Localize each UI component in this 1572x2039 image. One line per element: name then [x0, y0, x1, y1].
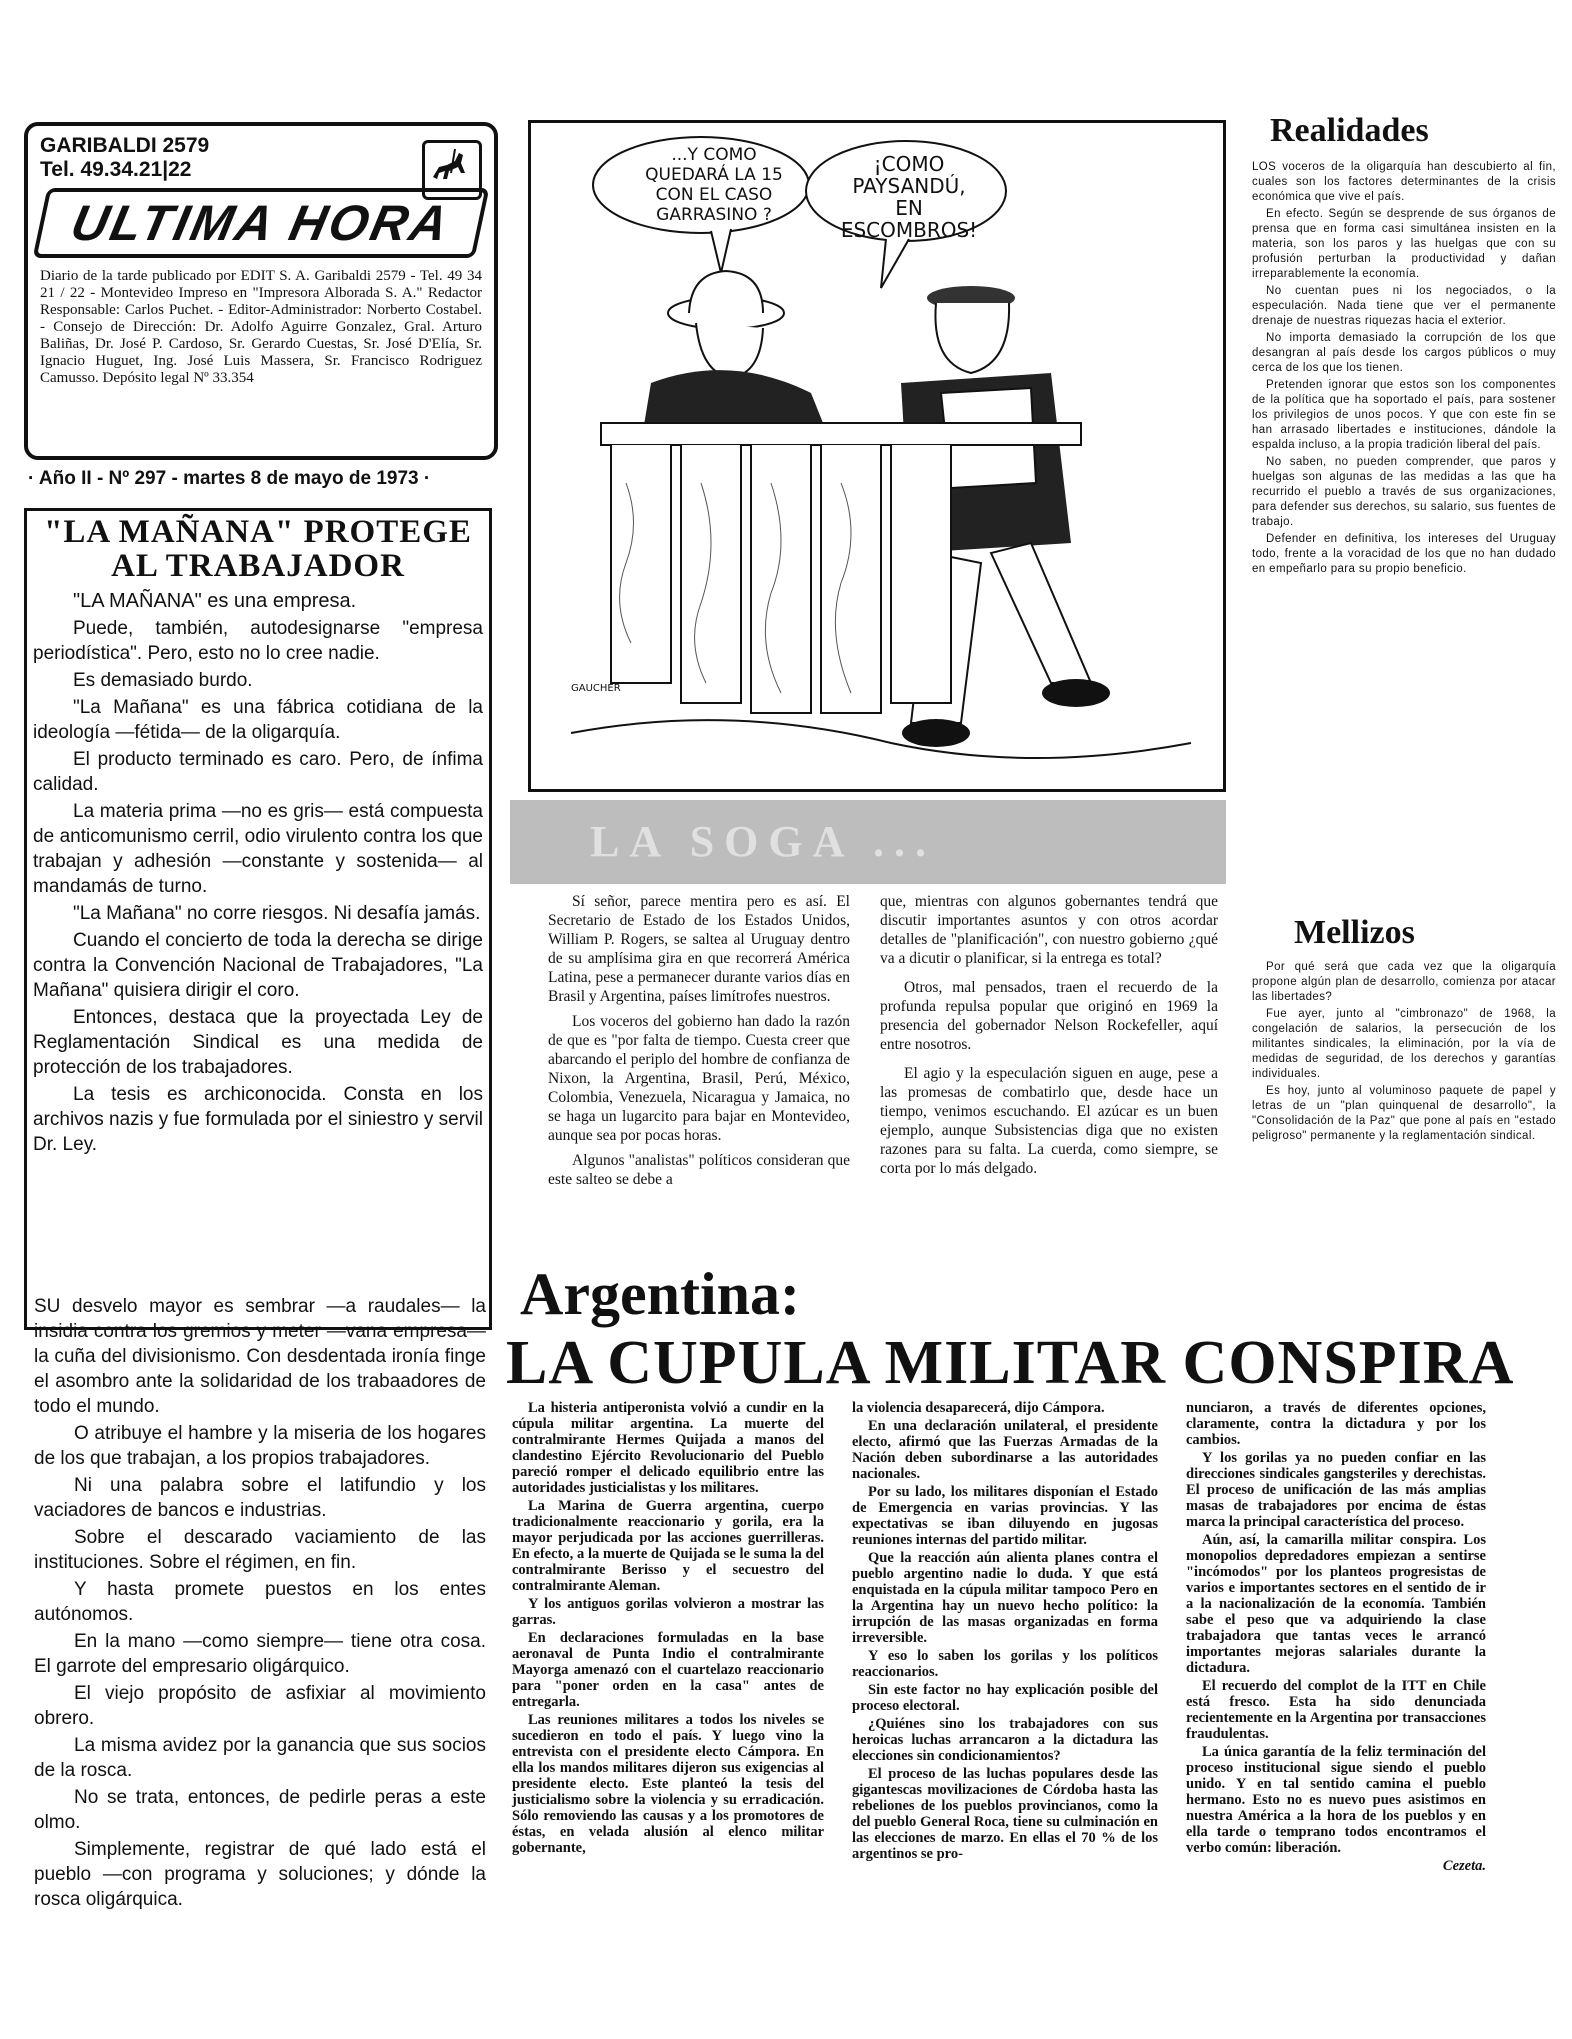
- la-soga-paragraph: Otros, mal pensados, traen el recuerdo de la profunda repulsa popular que originó en 1969 la presencia del gobernador Nelson Rockefeller, aquí entre nosotros.: [880, 979, 1218, 1053]
- la-manana-paragraph: Puede, también, autodesignarse "empresa periodística". Pero, esto no lo cree nadie.: [33, 618, 483, 664]
- la-soga-paragraph: El agio y la especulación siguen en auge, pese a las promesas de combatirlo que, desde hace un tiempo, venimos escuchando. El azúcar es un buen ejemplo, aunque Subsistencias diga que no existen razones para su falta. La cuerda, como siempre, se corta por lo más delgado.: [880, 1065, 1218, 1177]
- la-manana-paragraph: Y hasta promete puestos en los entes autónomos.: [34, 1579, 486, 1625]
- cartoonist-signature: GAUCHER: [571, 683, 621, 694]
- argentina-paragraph: La histeria antiperonista volvió a cundir en la cúpula militar argentina. La muerte del contralmirante Hermes Quijada a manos del clandestino Ejército Revolucionario del Pueblo pareció romper el delicado equilibrio entre las autoridades justicialistas y los militares.: [512, 1400, 824, 1496]
- masthead-box: [24, 122, 498, 460]
- argentina-paragraph: En declaraciones formuladas en la base aeronaval de Punta Indio el contralmirante Mayorga amenazó con el cuartelazo reaccionario para "poner orden en la casa" antes de entregarla.: [512, 1630, 824, 1710]
- political-cartoon: [528, 120, 1226, 792]
- la-soga-paragraph: Los voceros del gobierno han dado la razón de que es "por falta de tiempo. Cuesta creer que abarcando el periplo del hombre de confianza de Nixon, la Argentina, Brasil, Perú, México, Colombia, Venezuela, Nicaragua y Jamaica, no se haga un lugarcito para bajar en Montevideo, aunque sea por pocas horas.: [548, 1013, 850, 1144]
- la-soga-column-1: [548, 892, 850, 1191]
- la-manana-paragraph: El producto terminado es caro. Pero, de ínfima calidad.: [33, 749, 483, 795]
- realidades-paragraph: No cuentan pues ni los negociados, o la especulación. Nada tiene que ver el permanente drenaje de nuestras riquezas hacia el exterior.: [1252, 285, 1556, 327]
- la-soga-header: [510, 800, 1226, 884]
- argentina-paragraph: El recuerdo del complot de la ITT en Chile está fresco. Esta ha sido denunciada recientemente en la Argentina por transacciones fraudulentas.: [1186, 1678, 1486, 1742]
- la-soga-paragraph: Algunos "analistas" políticos consideran que este salteo se debe a: [548, 1152, 850, 1188]
- argentina-paragraph: Las reuniones militares a todos los niveles se sucedieron en todo el país. Y luego vino la entrevista con el presidente electo Cámpora. En ella los mandos militares dijeron sus exigencias al presidente electo. Este planteó la tesis del justicialismo sobre la violencia y su erradicación. Sólo removiendo las causas y a los promotores de éstas, en velada alusión al elenco militar gobernante,: [512, 1712, 824, 1856]
- mellizos-paragraph: Por qué será que cada vez que la oligarquía propone algún plan de desarrollo, comienza por atacar las libertades?: [1252, 961, 1556, 1003]
- la-manana-paragraph: El viejo propósito de asfixiar al movimiento obrero.: [34, 1683, 486, 1729]
- masthead-credits: Diario de la tarde publicado por EDIT S. A. Garibaldi 2579 - Tel. 49 34 21 / 22 - Montevideo Impreso en "Impresora Alborada S. A." Redactor Responsable: Carlos Puchet. - Editor-Administrador: Norberto Costabel. - Consejo de Dirección: Dr. Adolfo Aguirre Gonzalez, Gral. Arturo Baliñas, Dr. José P. Cardoso, Sr. Gerardo Cuestas, Sr. José D'Elía, Sr. Ignacio Huguet, Ing. José Luis Massera, Sr. Francisco Rodriguez Camusso. Depósito legal Nº 33.354: [40, 268, 482, 386]
- realidades-paragraph: Pretenden ignorar que estos son los componentes de la política que ha soportado el país, para sostener los privilegios de unos pocos. Y que con este fin se han arrasado libertades e instituciones, dándole la espalda incluso, a la propia tradición liberal del país.: [1252, 379, 1556, 451]
- la-manana-paragraph: La tesis es archiconocida. Consta en los archivos nazis y fue formulada por el siniestro y servil Dr. Ley.: [33, 1084, 483, 1155]
- masthead-phone: Tel. 49.34.21|22: [40, 158, 192, 181]
- argentina-paragraph: Aún, así, la camarilla militar conspira. Los monopolios depredadores empiezan a sentirse "incómodos" por los planteos progresistas de varios e importantes sectores en el sentido de ir a la nacionalización de la economía. También sabe el peso que va adquiriendo la clase trabajadora que tantas veces le arrancó importantes mejoras salariales durante la dictadura.: [1186, 1532, 1486, 1676]
- la-manana-paragraph: SU desvelo mayor es sembrar —a raudales— la insidia contra los gremios y meter —vana empresa— la cuña del divisionismo. Con desdentada ironía finge el asombro ante la solidaridad de los trabaadores de todo el mundo.: [34, 1296, 486, 1417]
- mellizos-paragraph: Fue ayer, junto al "cimbronazo" de 1968, la congelación de salarios, la persecución de los militantes sindicales, la eliminación, por la vía de medidas de seguridad, de los derechos y garantías individuales.: [1252, 1008, 1556, 1080]
- la-manana-second-part: [34, 1294, 486, 1914]
- la-manana-body: [33, 589, 483, 1157]
- la-manana-article: [24, 508, 492, 1330]
- realidades-paragraph: Defender en definitiva, los intereses del Uruguay todo, frente a la voracidad de los que no han dudado en empeñarlo para su propio beneficio.: [1252, 533, 1556, 575]
- realidades-paragraph: No importa demasiado la corrupción de los que desangran al país desde los cargos públicos o muy cerca de los que los tienen.: [1252, 332, 1556, 374]
- la-manana-paragraph: O atribuye el hambre y la miseria de los hogares de los que trabajan, a los propios trabajadores.: [34, 1423, 486, 1469]
- la-manana-paragraph: "La Mañana" es una fábrica cotidiana de la ideología —fétida— de la oligarquía.: [33, 697, 483, 743]
- realidades-body: [1252, 160, 1556, 579]
- argentina-signature: Cezeta.: [1442, 1858, 1486, 1874]
- la-soga-column-2: [880, 892, 1218, 1180]
- argentina-paragraph: Y eso lo saben los gorilas y los políticos reaccionarios.: [852, 1648, 1158, 1680]
- argentina-paragraph: Y los gorilas ya no pueden confiar en las direcciones sindicales gangsteriles y derechistas. El proceso de unificación de las más amplias masas de trabajadores por encima de éstas marca la principal característica del proceso.: [1186, 1450, 1486, 1530]
- la-manana-paragraph: No se trata, entonces, de pedirle peras a este olmo.: [34, 1787, 486, 1833]
- realidades-title: Realidades: [1270, 112, 1429, 149]
- la-manana-paragraph: En la mano —como siempre— tiene otra cosa. El garrote del empresario oligárquico.: [34, 1631, 486, 1677]
- la-soga-title: LA SOGA ...: [590, 817, 936, 866]
- argentina-column-1: [512, 1400, 824, 1858]
- realidades-paragraph: No saben, no pueden comprender, que paros y huelgas son algunas de las medidas a las que ha recurrido el pueblo a través de sus organizaciones, para defender sus derechos, su salario, sus fuentes de trabajo.: [1252, 456, 1556, 528]
- argentina-paragraph: nunciaron, a través de diferentes opciones, claramente, contra la dictadura y por los cambios.: [1186, 1400, 1486, 1448]
- realidades-paragraph: LOS voceros de la oligarquía han descubierto al fin, cuales son los factores determinantes de la crisis económica que vive el país.: [1252, 161, 1556, 203]
- speech-bubble-right: ¡COMO PAYSANDÚ, EN ESCOMBROS!: [840, 152, 978, 242]
- ultima-hora-logo: ULTIMA HORA: [33, 188, 490, 258]
- la-manana-paragraph: La materia prima —no es gris— está compuesta de anticomunismo cerril, odio virulento contra los que trabajan y adhesión —constante y sostenida— al mandamás de turno.: [33, 801, 483, 897]
- argentina-paragraph: Y los antiguos gorilas volvieron a mostrar las garras.: [512, 1596, 824, 1628]
- argentina-paragraph: ¿Quiénes sino los trabajadores con sus heroicas luchas arrancaron a la dictadura las elecciones sin condicionamientos?: [852, 1716, 1158, 1764]
- la-manana-paragraph: Cuando el concierto de toda la derecha se dirige contra la Convención Nacional de Trabajadores, "La Mañana" quisiera dirigir el coro.: [33, 930, 483, 1001]
- la-manana-paragraph: Sobre el descarado vaciamiento de las instituciones. Sobre el régimen, en fin.: [34, 1527, 486, 1573]
- la-manana-title: "LA MAÑANA" PROTEGE AL TRABAJADOR: [44, 514, 472, 584]
- argentina-paragraph: El proceso de las luchas populares desde las gigantescas movilizaciones de Córdoba hasta las rebeliones de los pueblos provincianos, como la del pueblo General Roca, tiene su culminación en las elecciones de marzo. En ellas el 70 % de los argentinos se pro-: [852, 1766, 1158, 1862]
- argentina-paragraph: la violencia desaparecerá, dijo Cámpora.: [852, 1400, 1105, 1416]
- argentina-headline: LA CUPULA MILITAR CONSPIRA: [506, 1329, 1515, 1397]
- argentina-column-2: [852, 1400, 1158, 1864]
- realidades-paragraph: En efecto. Según se desprende de sus órganos de prensa que en forma casi simultánea insisten en la materia, son los paros y las huelgas que con su profusión perturban la productividad y dañan irreparablemente la economía.: [1252, 208, 1556, 280]
- argentina-kicker: Argentina:: [520, 1261, 800, 1327]
- la-manana-paragraph: "LA MAÑANA" es una empresa.: [73, 590, 357, 612]
- argentina-paragraph: Por su lado, los militares disponían el Estado de Emergencia en varias provincias. Y las expectativas se iban diluyendo en jugosas reuniones internas del partido militar.: [852, 1484, 1158, 1548]
- la-manana-paragraph: Entonces, destaca que la proyectada Ley de Reglamentación Sindical es una medida de protección de los trabajadores.: [33, 1007, 483, 1078]
- la-manana-paragraph: Ni una palabra sobre el latifundio y los vaciadores de bancos e industrias.: [34, 1475, 486, 1521]
- masthead-address: GARIBALDI 2579: [40, 134, 210, 157]
- la-manana-paragraph: La misma avidez por la ganancia que sus socios de la rosca.: [34, 1735, 486, 1781]
- speech-bubble-left: ...Y COMO QUEDARÁ LA 15 CON EL CASO GARRASINO ?: [645, 145, 783, 225]
- mellizos-paragraph: Es hoy, junto al voluminoso paquete de papel y letras de un "plan quinquenal de desarrollo", la "Consolidación de la Paz" que pone al país en "estado peligroso" permanente y la reglamentación sindical.: [1252, 1085, 1556, 1142]
- la-manana-paragraph: Es demasiado burdo.: [73, 670, 253, 691]
- dateline: · Año II - Nº 297 - martes 8 de mayo de 1973 ·: [28, 468, 431, 489]
- argentina-paragraph: Que la reacción aún alienta planes contra el pueblo argentino nadie lo duda. Y que está enquistada en la cúpula militar tampoco Pero en la Argentina hay un nuevo hecho político: la irrupción de las masas organizadas en forma irreversible.: [852, 1550, 1158, 1646]
- la-soga-paragraph: Sí señor, parece mentira pero es así. El Secretario de Estado de los Estados Unidos, William P. Rogers, se saltea al Uruguay dentro de su amplísima gira en que recorrerá América Latina, pese a permanecer durante varios días en Brasil y Argentina, países limítrofes nuestros.: [548, 893, 850, 1005]
- la-manana-paragraph: Simplemente, registrar de qué lado está el pueblo —con programa y soluciones; y dónde la rosca oligárquica.: [34, 1839, 486, 1910]
- mellizos-body: [1252, 960, 1556, 1146]
- argentina-paragraph: En una declaración unilateral, el presidente electo, afirmó que las Fuerzas Armadas de la Nación deben subordinarse a las autoridades nacionales.: [852, 1418, 1158, 1482]
- argentina-paragraph: La única garantía de la feliz terminación del proceso institucional sigue siendo el pueblo unido. Y en tal sentido camina el pueblo hermano. Esto no es nuevo pues asistimos en nuestra América a la hora de los pueblos y en ella tarde o temprano todos encontramos el verbo común: liberación.: [1186, 1744, 1486, 1856]
- mellizos-title: Mellizos: [1294, 914, 1415, 951]
- argentina-column-3: [1186, 1400, 1486, 1876]
- argentina-paragraph: La Marina de Guerra argentina, cuerpo tradicionalmente reaccionario y gorila, era la mayor perjudicada por las acciones guerrilleras. En efecto, a la muerte de Quijada se le suma la del contralmirante Berisso y el secuestro del contralmirante Aleman.: [512, 1498, 824, 1594]
- la-soga-paragraph: que, mientras con algunos gobernantes tendrá que discutir importantes asuntos y con otros acordar detalles de "planificación", con nuestro gobierno ¿qué va a dicutir o planificar, si la entrega es total?: [880, 893, 1218, 967]
- argentina-paragraph: Sin este factor no hay explicación posible del proceso electoral.: [852, 1682, 1158, 1714]
- la-manana-paragraph: "La Mañana" no corre riesgos. Ni desafía jamás.: [73, 903, 481, 924]
